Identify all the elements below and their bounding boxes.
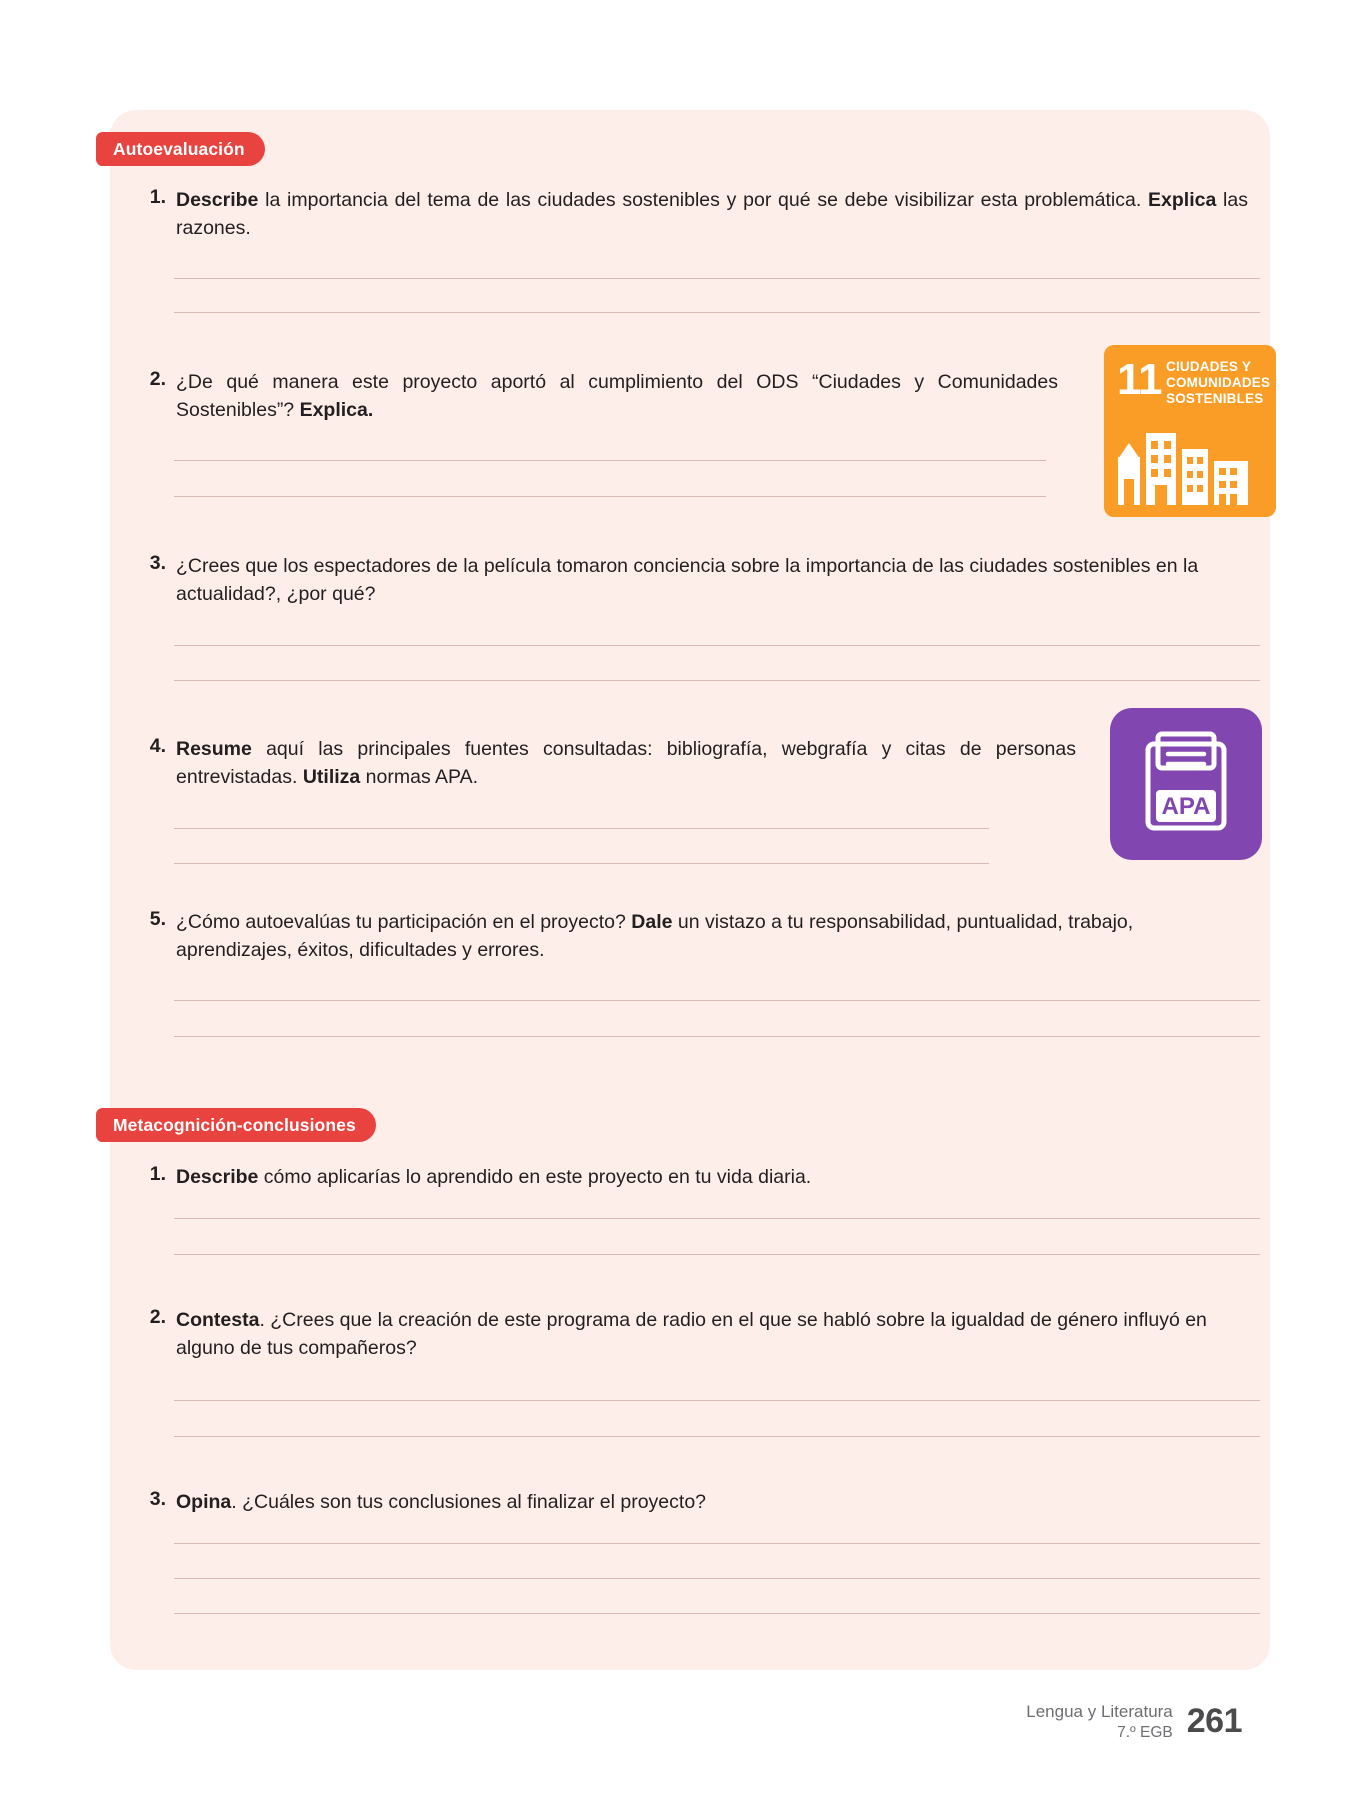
question-text: Opina. ¿Cuáles son tus conclusiones al finalizar el proyecto? — [176, 1491, 707, 1513]
page-number: 261 — [1186, 1702, 1242, 1741]
page-footer — [1026, 1701, 1242, 1742]
section-tab-autoevaluacion — [96, 132, 265, 166]
question-number: 2. — [149, 1306, 166, 1328]
answer-line[interactable] — [174, 828, 989, 829]
answer-line[interactable] — [174, 1254, 1260, 1255]
answer-line[interactable] — [174, 863, 989, 864]
question-text: Describe cómo aplicarías lo aprendido en este proyecto en tu vida diaria. — [176, 1166, 812, 1188]
answer-line[interactable] — [174, 1436, 1260, 1437]
question-number: 3. — [149, 1488, 166, 1510]
section-tab-metacognicion — [96, 1108, 376, 1142]
apa-document-icon — [1136, 730, 1236, 838]
ods-city-icon — [1118, 427, 1263, 505]
question-number: 2. — [149, 368, 166, 390]
ods-number: 11 — [1117, 355, 1162, 404]
svg-text:APA: APA — [1161, 793, 1211, 820]
question-text: Resume aquí las principales fuentes consultadas: bibliografía, webgrafía y citas de personas entrevistadas. Utiliza normas APA. — [176, 738, 1076, 789]
question-text: Describe la importancia del tema de las ciudades sostenibles y por qué se debe visibilizar esta problemática. Explica las razones. — [176, 189, 1248, 240]
section-tab-label: Metacognición-conclusiones — [113, 1114, 356, 1135]
apa-badge — [1110, 708, 1262, 860]
answer-line[interactable] — [174, 1543, 1260, 1544]
question-text: ¿Crees que los espectadores de la película tomaron conciencia sobre la importancia de las ciudades sostenibles en la actualidad?, ¿por qué? — [176, 555, 1199, 606]
question-number: 1. — [149, 186, 166, 208]
answer-line[interactable] — [174, 460, 1046, 461]
question-text: ¿De qué manera este proyecto aportó al cumplimiento del ODS “Ciudades y Comunidades Sostenibles”? Explica. — [176, 371, 1058, 422]
answer-line[interactable] — [174, 1578, 1260, 1579]
question-number: 5. — [149, 908, 166, 930]
footer-book-info — [1026, 1701, 1173, 1742]
answer-line[interactable] — [174, 1613, 1260, 1614]
ods-title: CIUDADES Y COMUNIDADES SOSTENIBLES — [1166, 359, 1271, 406]
ods-11-badge — [1104, 345, 1276, 517]
answer-line[interactable] — [174, 496, 1046, 497]
answer-line[interactable] — [174, 1000, 1260, 1001]
answer-line[interactable] — [174, 1400, 1260, 1401]
question-number: 4. — [149, 735, 166, 757]
question-text: Contesta. ¿Crees que la creación de este programa de radio en el que se habló sobre la igualdad de género influyó en alguno de tus compañeros? — [176, 1309, 1207, 1360]
question-text: ¿Cómo autoevalúas tu participación en el proyecto? Dale un vistazo a tu responsabilidad, puntualidad, trabajo, aprendizajes, éxitos, dificultades y errores. — [176, 911, 1134, 962]
answer-line[interactable] — [174, 645, 1260, 646]
question-number: 3. — [149, 552, 166, 574]
footer-subject: Lengua y Literatura — [1026, 1702, 1173, 1722]
question-number: 1. — [149, 1163, 166, 1185]
answer-line[interactable] — [174, 1036, 1260, 1037]
footer-grade: 7.º EGB — [1117, 1723, 1173, 1741]
answer-line[interactable] — [174, 312, 1260, 313]
answer-line[interactable] — [174, 680, 1260, 681]
answer-line[interactable] — [174, 1218, 1260, 1219]
section-tab-label: Autoevaluación — [113, 138, 245, 159]
answer-line[interactable] — [174, 278, 1260, 279]
